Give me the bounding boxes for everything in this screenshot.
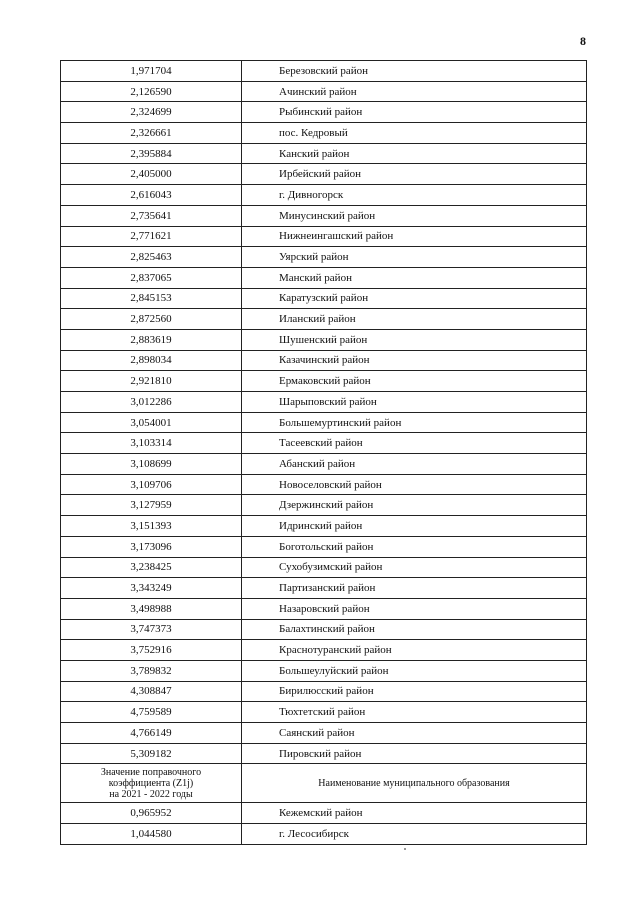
table-row <box>61 329 587 350</box>
table-row <box>61 536 587 557</box>
table-row <box>61 681 587 702</box>
municipality-name: Березовский район <box>242 61 587 82</box>
coefficient-value: 2,771621 <box>61 226 242 247</box>
municipality-name: Каратузский район <box>242 288 587 309</box>
table-row <box>61 102 587 123</box>
coefficient-value: 3,173096 <box>61 536 242 557</box>
coefficient-value: 5,309182 <box>61 743 242 764</box>
table-row <box>61 81 587 102</box>
municipality-name: Ермаковский район <box>242 371 587 392</box>
coefficient-value: 3,127959 <box>61 495 242 516</box>
municipality-name: Минусинский район <box>242 205 587 226</box>
scan-speck <box>404 848 406 850</box>
municipality-name: Тасеевский район <box>242 433 587 454</box>
table-row <box>61 350 587 371</box>
coefficient-value: 2,898034 <box>61 350 242 371</box>
table-row <box>61 185 587 206</box>
municipality-name: пос. Кедровый <box>242 123 587 144</box>
municipality-name: Бирилюсский район <box>242 681 587 702</box>
table-row <box>61 824 587 845</box>
municipality-name: Иланский район <box>242 309 587 330</box>
municipality-name: Партизанский район <box>242 578 587 599</box>
coefficient-value: 2,405000 <box>61 164 242 185</box>
coefficient-value: 2,872560 <box>61 309 242 330</box>
coefficient-value: 2,324699 <box>61 102 242 123</box>
table-body-bottom <box>61 803 587 844</box>
municipality-name: Абанский район <box>242 454 587 475</box>
table-row <box>61 803 587 824</box>
coefficient-value: 3,789832 <box>61 660 242 681</box>
coefficient-value: 2,395884 <box>61 143 242 164</box>
table-row <box>61 454 587 475</box>
coefficient-value: 2,845153 <box>61 288 242 309</box>
coefficient-table <box>60 60 587 845</box>
municipality-name: Большемуртинский район <box>242 412 587 433</box>
coefficient-value: 2,883619 <box>61 329 242 350</box>
municipality-name: Краснотуранский район <box>242 640 587 661</box>
municipality-name: Ирбейский район <box>242 164 587 185</box>
municipality-name: Сухобузимский район <box>242 557 587 578</box>
coefficient-value: 2,616043 <box>61 185 242 206</box>
municipality-name: Тюхтетский район <box>242 702 587 723</box>
table-row <box>61 619 587 640</box>
table-row <box>61 123 587 144</box>
municipality-name: Нижнеингашский район <box>242 226 587 247</box>
page-number: 8 <box>580 34 586 48</box>
coefficient-value: 0,965952 <box>61 803 242 824</box>
municipality-name: Саянский район <box>242 723 587 744</box>
municipality-name: Балахтинский район <box>242 619 587 640</box>
municipality-name: Кежемский район <box>242 803 587 824</box>
municipality-name: г. Лесосибирск <box>242 824 587 845</box>
municipality-name: Пировский район <box>242 743 587 764</box>
header-value-line2: коэффициента (Z1j) <box>108 777 194 789</box>
coefficient-value: 4,766149 <box>61 723 242 744</box>
header-value-line1: Значение поправочного <box>100 766 202 778</box>
table-row <box>61 474 587 495</box>
municipality-name: Ачинский район <box>242 81 587 102</box>
coefficient-value: 3,238425 <box>61 557 242 578</box>
municipality-name: Новоселовский район <box>242 474 587 495</box>
column-header-value <box>61 764 242 803</box>
municipality-name: Назаровский район <box>242 598 587 619</box>
coefficient-value: 3,151393 <box>61 516 242 537</box>
municipality-name: г. Дивногорск <box>242 185 587 206</box>
table-row <box>61 557 587 578</box>
coefficient-value: 3,054001 <box>61 412 242 433</box>
coefficient-value: 4,759589 <box>61 702 242 723</box>
table-row <box>61 309 587 330</box>
table-row <box>61 267 587 288</box>
coefficient-value: 1,044580 <box>61 824 242 845</box>
table-row <box>61 598 587 619</box>
table-body-top <box>61 61 587 764</box>
coefficient-value: 2,837065 <box>61 267 242 288</box>
coefficient-value: 2,326661 <box>61 123 242 144</box>
table-row <box>61 723 587 744</box>
municipality-name: Идринский район <box>242 516 587 537</box>
table-row <box>61 164 587 185</box>
table-row <box>61 660 587 681</box>
coefficient-value: 2,825463 <box>61 247 242 268</box>
table-row <box>61 516 587 537</box>
table-row <box>61 143 587 164</box>
header-value-line3: на 2021 - 2022 годы <box>109 788 193 800</box>
coefficient-value: 4,308847 <box>61 681 242 702</box>
table-row <box>61 743 587 764</box>
table-row <box>61 61 587 82</box>
table-row <box>61 371 587 392</box>
table-row <box>61 702 587 723</box>
coefficient-value: 3,109706 <box>61 474 242 495</box>
table-row <box>61 226 587 247</box>
coefficient-value: 2,126590 <box>61 81 242 102</box>
table-row <box>61 412 587 433</box>
coefficient-value: 3,747373 <box>61 619 242 640</box>
table-row <box>61 205 587 226</box>
coefficient-value: 3,343249 <box>61 578 242 599</box>
municipality-name: Большеулуйский район <box>242 660 587 681</box>
coefficient-value: 2,921810 <box>61 371 242 392</box>
coefficient-value: 3,103314 <box>61 433 242 454</box>
table-header-row <box>61 764 587 803</box>
municipality-name: Канский район <box>242 143 587 164</box>
coefficient-value: 2,735641 <box>61 205 242 226</box>
column-header-name: Наименование муниципального образования <box>242 764 587 803</box>
coefficient-value: 3,108699 <box>61 454 242 475</box>
municipality-name: Рыбинский район <box>242 102 587 123</box>
municipality-name: Манский район <box>242 267 587 288</box>
municipality-name: Шарыповский район <box>242 392 587 413</box>
municipality-name: Уярский район <box>242 247 587 268</box>
table-row <box>61 433 587 454</box>
table-row <box>61 392 587 413</box>
table-row <box>61 247 587 268</box>
municipality-name: Шушенский район <box>242 329 587 350</box>
table-row <box>61 495 587 516</box>
coefficient-value: 3,752916 <box>61 640 242 661</box>
municipality-name: Дзержинский район <box>242 495 587 516</box>
municipality-name: Боготольский район <box>242 536 587 557</box>
table-row <box>61 640 587 661</box>
coefficient-value: 1,971704 <box>61 61 242 82</box>
coefficient-value: 3,012286 <box>61 392 242 413</box>
table-row <box>61 288 587 309</box>
municipality-name: Казачинский район <box>242 350 587 371</box>
coefficient-value: 3,498988 <box>61 598 242 619</box>
table-row <box>61 578 587 599</box>
